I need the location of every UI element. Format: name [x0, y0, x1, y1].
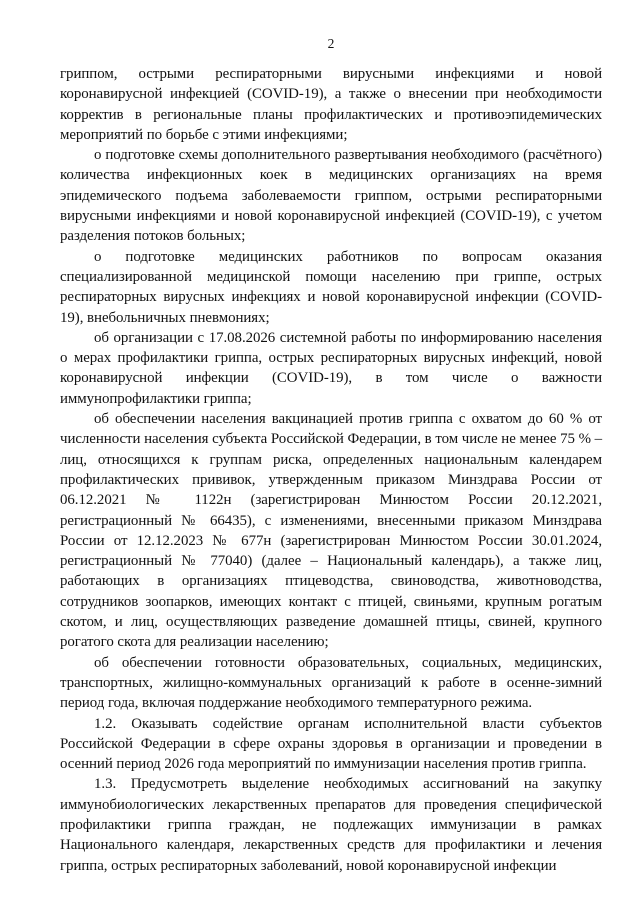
paragraph-item-1-2: 1.2. Оказывать содействие органам исполнительной власти субъектов Российской Федерации в сфере охраны здоровья в организации и проведении в осенний период 2026 года мероприятий по иммунизации населения против гриппа. [60, 715, 602, 773]
paragraph-continuation: гриппом, острыми респираторными вирусными инфекциями и новой коронавирусной инфекцией (COVID-19), а также о внесении при необходимости корректив в региональные планы профилактических и противоэпидемических мероприятий по борьбе с этими инфекциями; [60, 66, 602, 143]
paragraph-bed-deployment: о подготовке схемы дополнительного развертывания необходимого (расчётного) количества инфекционных коек в медицинских организациях на время эпидемического подъема заболеваемости гриппом, острыми респираторными вирусными инфекциями и новой коронавирусной инфекцией (COVID-19), с учетом разделения потоков больных; [60, 147, 602, 245]
paragraph-staff-training: о подготовке медицинских работников по вопросам оказания специализированной медицинской помощи населению при гриппе, острых респираторных вирусных инфекциях и новой коронавирусной инфекции (COVID-19), внебольничных пневмониях; [60, 248, 602, 326]
document-body [60, 64, 602, 876]
page-number: 2 [327, 36, 335, 51]
paragraph-item-1-3: 1.3. Предусмотреть выделение необходимых ассигнований на закупку иммунобиологических лекарственных препаратов для проведения специфической профилактики гриппа граждан, не подлежащих иммунизации в рамках Национального календаря, лекарственных средств для профилактики и лечения гриппа, острых респираторных заболеваний, новой коронавирусной инфекции [60, 776, 602, 874]
paragraph-public-information: об организации с 17.08.2026 системной работы по информированию населения о мерах профилактики гриппа, острых респираторных вирусных инфекций, новой коронавирусной инфекции (COVID-19), в том числе о важности иммунопрофилактики гриппа; [60, 329, 602, 407]
paragraph-vaccination-coverage: об обеспечении населения вакцинацией против гриппа с охватом до 60 % от численности населения субъекта Российской Федерации, в том числе не менее 75 % – лиц, относящихся к группам риска, определенных национальным календарем профилактических прививок, утвержденным приказом Минздрава России от 06.12.2021 № 1122н (зарегистрирован Минюстом России 20.12.2021, регистрационный № 66435), с изменениями, внесенными приказом Минздрава России от 12.12.2023 № 677н (зарегистрирован Минюстом России 30.01.2024, регистрационный № 77040) (далее – Национальный календарь), а также лиц, работающих в организациях птицеводства, свиноводства, животноводства, сотрудников зоопарков, имеющих контакт с птицей, свиньями, крупным рогатым скотом, и лиц, осуществляющих разведение домашней птицы, свиней, крупного рогатого скота для реализации населению; [60, 411, 602, 651]
paragraph-organization-readiness: об обеспечении готовности образовательных, социальных, медицинских, транспортных, жилищно-коммунальных организаций к работе в осенне-зимний период года, включая поддержание необходимого температурного режима. [60, 654, 602, 712]
